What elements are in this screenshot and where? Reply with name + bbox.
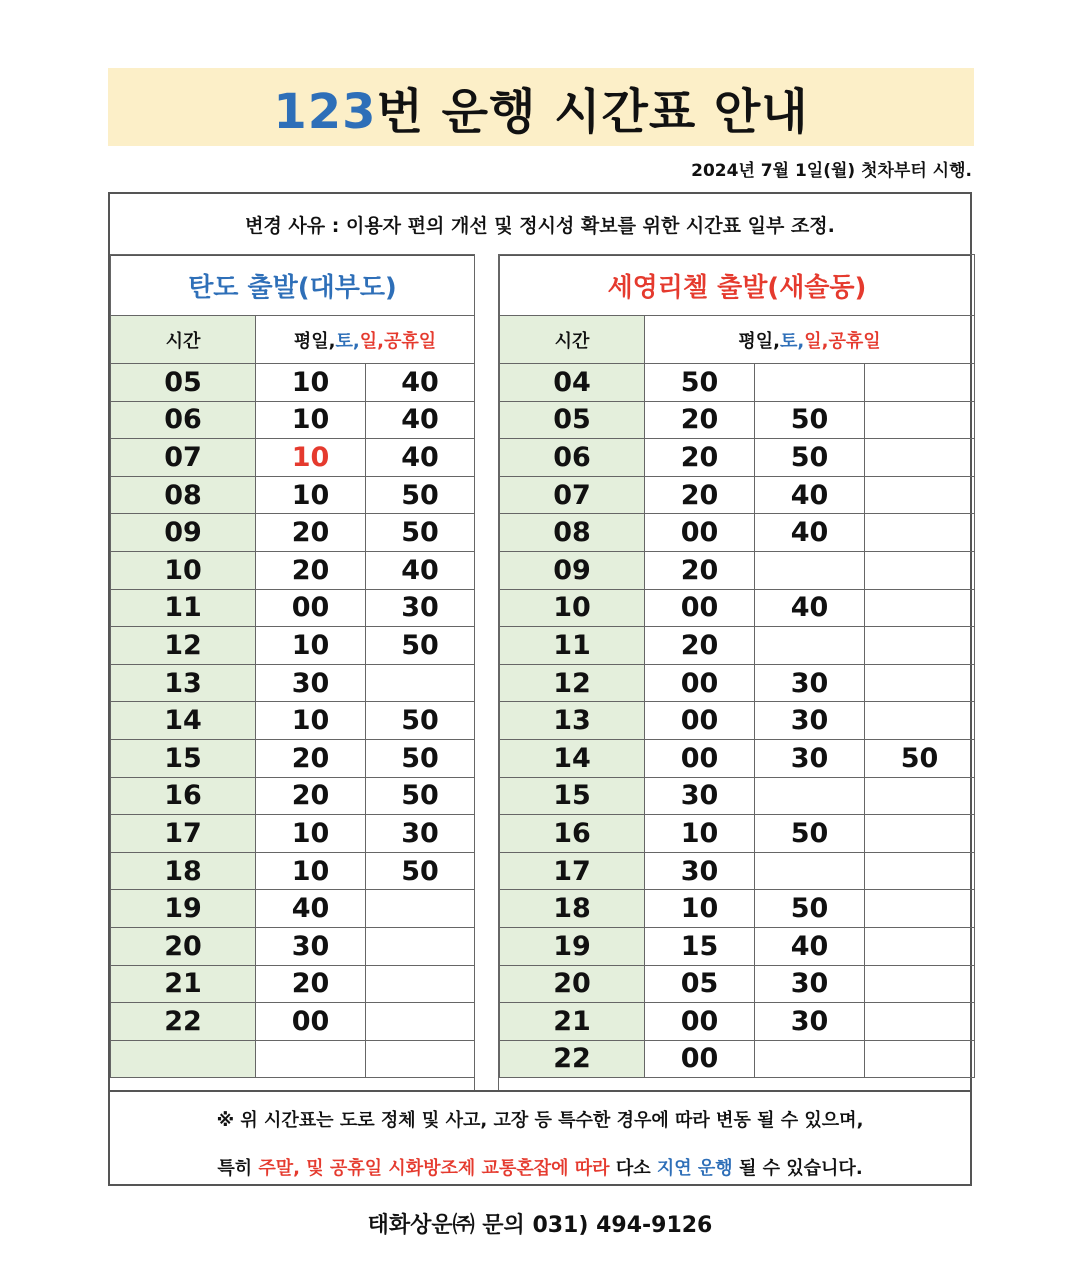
title-text: 번 운행 시간표 안내 (376, 83, 809, 140)
minute-cell (366, 664, 475, 702)
minute-cell (366, 890, 475, 928)
hour-cell: 09 (500, 551, 645, 589)
minute-cell (755, 551, 865, 589)
left-timetable-row (111, 364, 475, 402)
hour-cell: 10 (111, 551, 256, 589)
hour-cell: 17 (500, 852, 645, 890)
minute-cell: 00 (645, 514, 755, 552)
minute-cell: 40 (256, 890, 366, 928)
right-timetable-row (500, 815, 975, 853)
minute-cell (256, 1040, 366, 1078)
sunday-label: 일, (359, 330, 384, 352)
minute-cell: 40 (755, 476, 865, 514)
hour-cell: 11 (111, 589, 256, 627)
minute-cell: 30 (755, 702, 865, 740)
hour-cell: 20 (111, 927, 256, 965)
minute-cell: 00 (645, 664, 755, 702)
hour-cell: 16 (111, 777, 256, 815)
left-timetable-row (111, 965, 475, 1003)
minute-cell (865, 664, 975, 702)
minute-cell: 40 (755, 589, 865, 627)
hour-cell: 06 (500, 439, 645, 477)
minute-cell: 10 (256, 702, 366, 740)
right-timetable (499, 254, 975, 1078)
column-divider (474, 254, 499, 1090)
minute-cell: 40 (366, 401, 475, 439)
notice-box (110, 1090, 970, 1186)
timetable-frame (108, 192, 972, 1186)
left-timetable-row (111, 890, 475, 928)
minute-cell: 30 (366, 589, 475, 627)
minute-cell: 30 (755, 1003, 865, 1041)
left-col-time: 시간 (111, 316, 256, 364)
minute-cell: 40 (755, 927, 865, 965)
minute-cell (865, 1040, 975, 1078)
hour-cell: 11 (500, 627, 645, 665)
minute-cell: 50 (366, 777, 475, 815)
minute-cell: 10 (256, 476, 366, 514)
minute-cell (865, 627, 975, 665)
hour-cell: 21 (500, 1003, 645, 1041)
saturday-label: 토, (335, 330, 360, 352)
minute-cell: 30 (755, 739, 865, 777)
hour-cell: 07 (111, 439, 256, 477)
minute-cell: 20 (645, 439, 755, 477)
minute-cell: 50 (755, 815, 865, 853)
minute-cell: 30 (256, 664, 366, 702)
weekday-label: 평일, (738, 330, 780, 352)
minute-cell: 00 (645, 739, 755, 777)
minute-cell: 30 (366, 815, 475, 853)
minute-cell: 20 (645, 551, 755, 589)
right-timetable-row (500, 627, 975, 665)
notice-text: 될 수 있습니다. (732, 1158, 863, 1179)
hour-cell: 14 (500, 739, 645, 777)
minute-cell (865, 852, 975, 890)
minute-cell (865, 439, 975, 477)
notice-text: 다소 (609, 1158, 657, 1179)
left-timetable-row (111, 627, 475, 665)
right-timetable-row (500, 852, 975, 890)
minute-cell (865, 702, 975, 740)
hour-cell: 13 (500, 702, 645, 740)
left-timetable-row (111, 476, 475, 514)
holiday-label: 공휴일 (383, 330, 437, 352)
left-timetable-row (111, 401, 475, 439)
right-timetable-row (500, 551, 975, 589)
minute-cell (865, 401, 975, 439)
saturday-label: 토, (779, 330, 805, 352)
left-timetable-row (111, 927, 475, 965)
left-timetable-row (111, 439, 475, 477)
minute-cell: 00 (256, 589, 366, 627)
left-timetable-row (111, 815, 475, 853)
left-timetable-row (111, 702, 475, 740)
minute-cell: 50 (366, 739, 475, 777)
minute-cell (755, 627, 865, 665)
hour-cell: 16 (500, 815, 645, 853)
right-col-days (645, 316, 975, 364)
hour-cell (111, 1040, 256, 1078)
left-timetable-row (111, 739, 475, 777)
minute-cell: 30 (256, 927, 366, 965)
minute-cell: 50 (755, 890, 865, 928)
minute-cell: 30 (645, 852, 755, 890)
right-timetable-row (500, 927, 975, 965)
hour-cell: 08 (500, 514, 645, 552)
notice-line-1: ※ 위 시간표는 도로 정체 및 사고, 고장 등 특수한 경우에 따라 변동 될 수 있으며, (216, 1110, 864, 1131)
left-timetable-row (111, 664, 475, 702)
hour-cell: 17 (111, 815, 256, 853)
minute-cell: 00 (645, 702, 755, 740)
right-timetable-row (500, 777, 975, 815)
minute-cell: 40 (366, 364, 475, 402)
minute-cell: 20 (645, 627, 755, 665)
minute-cell: 20 (256, 965, 366, 1003)
right-timetable-row (500, 589, 975, 627)
hour-cell: 04 (500, 364, 645, 402)
minute-cell (755, 364, 865, 402)
minute-cell: 00 (645, 1003, 755, 1041)
minute-cell: 20 (256, 777, 366, 815)
minute-cell (865, 476, 975, 514)
minute-cell: 10 (645, 890, 755, 928)
hour-cell: 10 (500, 589, 645, 627)
right-timetable-row (500, 364, 975, 402)
minute-cell: 50 (755, 439, 865, 477)
left-timetable (110, 254, 475, 1078)
minute-cell: 20 (256, 739, 366, 777)
holiday-label: 공휴일 (828, 330, 881, 352)
hour-cell: 20 (500, 965, 645, 1003)
minute-cell: 10 (256, 815, 366, 853)
minute-cell: 50 (865, 739, 975, 777)
minute-cell (865, 815, 975, 853)
minute-cell: 40 (755, 514, 865, 552)
hour-cell: 19 (111, 890, 256, 928)
hour-cell: 12 (111, 627, 256, 665)
minute-cell (865, 965, 975, 1003)
minute-cell (755, 1040, 865, 1078)
right-timetable-row (500, 1003, 975, 1041)
right-col-time: 시간 (500, 316, 645, 364)
effective-date: 2024년 7월 1일(월) 첫차부터 시행. (691, 161, 972, 181)
hour-cell: 22 (111, 1003, 256, 1041)
minute-cell (865, 777, 975, 815)
left-departure-title: 탄도 출발(대부도) (111, 255, 475, 316)
hour-cell: 15 (500, 777, 645, 815)
minute-cell (755, 852, 865, 890)
minute-cell (865, 589, 975, 627)
minute-cell: 50 (366, 852, 475, 890)
minute-cell: 40 (366, 551, 475, 589)
minute-cell: 10 (256, 401, 366, 439)
change-reason: 변경 사유 : 이용자 편의 개선 및 정시성 확보를 위한 시간표 일부 조정. (110, 194, 970, 256)
minute-cell: 00 (256, 1003, 366, 1041)
minute-cell (366, 965, 475, 1003)
left-timetable-row (111, 852, 475, 890)
hour-cell: 19 (500, 927, 645, 965)
minute-cell: 50 (645, 364, 755, 402)
minute-cell: 15 (645, 927, 755, 965)
minute-cell: 05 (645, 965, 755, 1003)
minute-cell: 00 (645, 589, 755, 627)
minute-cell: 20 (645, 476, 755, 514)
minute-cell (865, 551, 975, 589)
left-col-days (256, 316, 475, 364)
minute-cell (366, 1040, 475, 1078)
minute-cell (366, 927, 475, 965)
minute-cell: 10 (256, 852, 366, 890)
minute-cell: 10 (645, 815, 755, 853)
left-timetable-row (111, 589, 475, 627)
right-timetable-row (500, 890, 975, 928)
notice-text: 특히 (217, 1158, 259, 1179)
hour-cell: 22 (500, 1040, 645, 1078)
title-banner (108, 68, 974, 146)
minute-cell: 10 (256, 439, 366, 477)
minute-cell: 50 (755, 401, 865, 439)
minute-cell: 50 (366, 476, 475, 514)
minute-cell (366, 1003, 475, 1041)
left-timetable-row (111, 551, 475, 589)
minute-cell (865, 364, 975, 402)
hour-cell: 05 (111, 364, 256, 402)
left-timetable-row (111, 514, 475, 552)
minute-cell (865, 927, 975, 965)
minute-cell: 50 (366, 627, 475, 665)
right-timetable-row (500, 476, 975, 514)
route-number: 123 (273, 83, 377, 140)
minute-cell: 30 (755, 965, 865, 1003)
left-timetable-row (111, 1040, 475, 1078)
right-departure-title: 세영리첼 출발(새솔동) (500, 255, 975, 316)
right-timetable-row (500, 664, 975, 702)
company-contact: 태화상운㈜ 문의 031) 494-9126 (367, 1213, 713, 1238)
minute-cell: 40 (366, 439, 475, 477)
right-timetable-row (500, 439, 975, 477)
right-timetable-row (500, 702, 975, 740)
hour-cell: 06 (111, 401, 256, 439)
minute-cell: 20 (645, 401, 755, 439)
notice-line-2 (110, 1154, 970, 1180)
hour-cell: 15 (111, 739, 256, 777)
minute-cell: 50 (366, 702, 475, 740)
notice-highlight-blue: 지연 운행 (656, 1158, 733, 1179)
right-timetable-row (500, 514, 975, 552)
weekday-label: 평일, (293, 330, 336, 352)
minute-cell (865, 890, 975, 928)
hour-cell: 14 (111, 702, 256, 740)
minute-cell: 30 (645, 777, 755, 815)
hour-cell: 09 (111, 514, 256, 552)
right-timetable-row (500, 965, 975, 1003)
minute-cell: 20 (256, 551, 366, 589)
hour-cell: 12 (500, 664, 645, 702)
minute-cell: 00 (645, 1040, 755, 1078)
minute-cell: 30 (755, 664, 865, 702)
minute-cell: 10 (256, 627, 366, 665)
right-timetable-row (500, 1040, 975, 1078)
hour-cell: 07 (500, 476, 645, 514)
right-timetable-row (500, 739, 975, 777)
sunday-label: 일, (804, 330, 829, 352)
minute-cell (865, 514, 975, 552)
minute-cell: 10 (256, 364, 366, 402)
left-timetable-row (111, 777, 475, 815)
minute-cell (755, 777, 865, 815)
hour-cell: 05 (500, 401, 645, 439)
left-timetable-row (111, 1003, 475, 1041)
hour-cell: 08 (111, 476, 256, 514)
minute-cell: 20 (256, 514, 366, 552)
right-timetable-row (500, 401, 975, 439)
hour-cell: 21 (111, 965, 256, 1003)
hour-cell: 13 (111, 664, 256, 702)
hour-cell: 18 (500, 890, 645, 928)
notice-highlight-red: 주말, 및 공휴일 시화방조제 교통혼잡에 따라 (258, 1158, 610, 1179)
page-title (273, 73, 808, 142)
minute-cell (865, 1003, 975, 1041)
hour-cell: 18 (111, 852, 256, 890)
minute-cell: 50 (366, 514, 475, 552)
